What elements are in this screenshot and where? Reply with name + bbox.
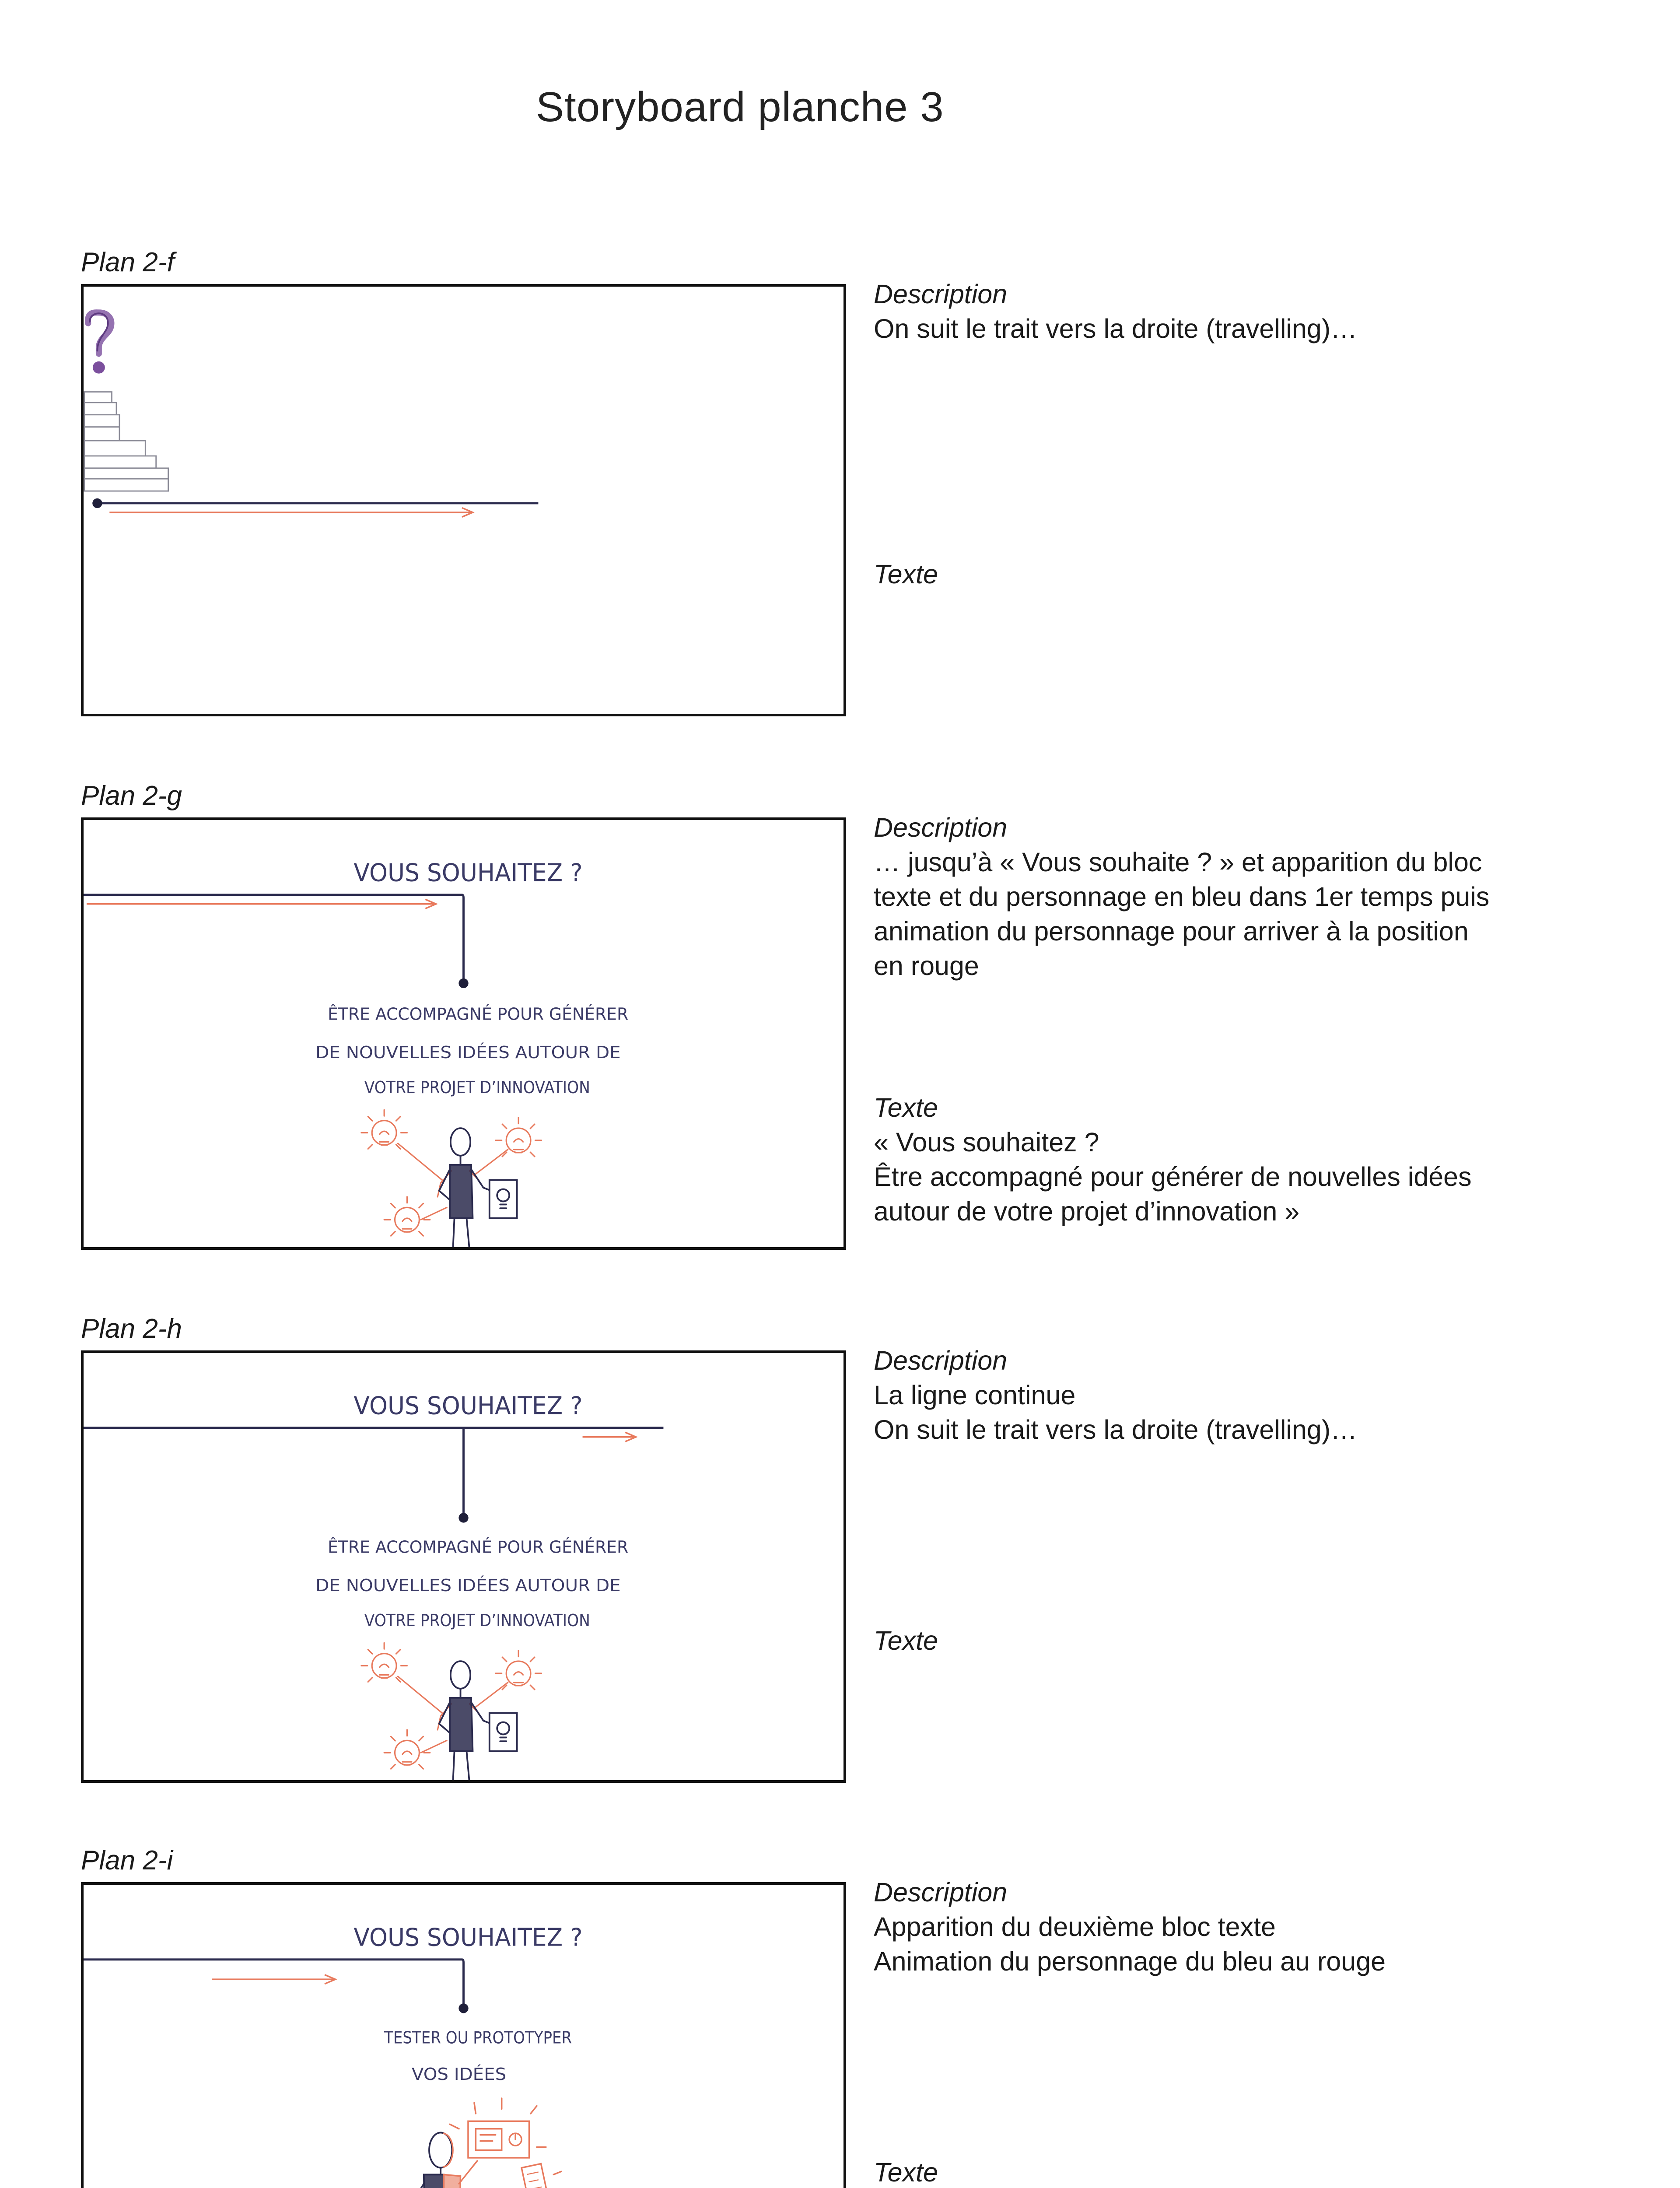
storyboard-panel-2h (0, 1313, 1680, 1783)
sketch-text-line: VOS IDÉES (411, 2065, 502, 2085)
plan-label: Plan 2-i (81, 1845, 173, 1876)
stair-block (84, 456, 156, 468)
description-line: en rouge (874, 951, 979, 981)
character-legs (453, 1751, 469, 1780)
sketch-plan-2g (84, 820, 844, 1247)
sketch-plan-2h (84, 1353, 844, 1780)
texte-line: « Vous souhaitez ? (874, 1127, 1099, 1157)
prototype-screen-icon (468, 2121, 529, 2158)
character-torso (450, 1165, 472, 1218)
character-figure-start (366, 2132, 452, 2188)
lightbulb-icon (384, 1730, 430, 1769)
bulb-filament (402, 1751, 412, 1765)
description-line: On suit le trait vers la droite (travelling)… (874, 314, 1358, 344)
description-block (874, 1343, 1357, 1447)
sketch-plan-2f (84, 287, 844, 714)
texte-label: Texte (874, 1626, 938, 1655)
idea-link (398, 1676, 442, 1713)
description-line: Apparition du deuxième bloc texte (874, 1912, 1276, 1942)
question-mark-dot (93, 361, 105, 374)
description-label: Description (874, 813, 1008, 842)
description-line: On suit le trait vers la droite (travelling)… (874, 1415, 1358, 1445)
timeline-start-dot (92, 498, 102, 508)
timeline-line (84, 1960, 464, 2009)
stair-block (84, 479, 168, 491)
sketch-text-line: DE NOUVELLES IDÉES AUTOUR DE (315, 1042, 605, 1062)
plan-label: Plan 2-h (81, 1314, 182, 1344)
character-head (429, 2132, 452, 2167)
timeline-node-dot (458, 1513, 468, 1522)
character-head (451, 1128, 470, 1156)
stair-block (84, 403, 116, 415)
sketch-heading: VOUS SOUHAITEZ ? (354, 1923, 583, 1952)
bulb-filament (380, 1664, 389, 1678)
timeline-node-dot (458, 2003, 468, 2013)
lightbulb-icon (361, 1110, 407, 1149)
question-mark-icon (88, 312, 111, 374)
character-figure (439, 1128, 517, 1247)
lightbulb-icon (496, 1118, 542, 1157)
bulb-filament (514, 1672, 523, 1686)
description-line: animation du personnage pour arriver à la position (874, 916, 1469, 946)
stair-block (84, 415, 119, 427)
texte-block (874, 557, 938, 592)
idea-link (398, 1143, 442, 1180)
description-line: … jusqu’à « Vous souhaite ? » et apparition du bloc (874, 847, 1482, 877)
description-label: Description (874, 1877, 1008, 1907)
character-figure-end (444, 2098, 564, 2188)
lightbulb-icon (384, 1197, 430, 1236)
character-torso (424, 2174, 444, 2188)
stair-block (84, 441, 146, 456)
sketch-text-line: VOTRE PROJET D’INNOVATION (364, 1610, 590, 1630)
bulb-rays (361, 1643, 407, 1682)
travelling-arrow (583, 1432, 636, 1441)
texte-label: Texte (874, 2157, 938, 2187)
description-block (874, 277, 1357, 346)
description-label: Description (874, 279, 1008, 309)
description-line: La ligne continue (874, 1380, 1076, 1410)
timeline-line (84, 1428, 663, 1518)
idea-board-frame (490, 1713, 517, 1751)
character-torso-end (444, 2174, 460, 2188)
description-line: Animation du personnage du bleu au rouge (874, 1946, 1386, 1976)
storyboard-frame (81, 284, 846, 716)
storyboard-frame (81, 817, 846, 1250)
storyboard-frame (81, 1350, 846, 1783)
texte-block (874, 1623, 938, 1658)
stair-block (84, 468, 168, 479)
description-block (874, 1875, 1386, 1979)
plan-label: Plan 2-g (81, 781, 182, 811)
sketch-text-line: VOTRE PROJET D’INNOVATION (364, 1077, 590, 1098)
texte-line: Être accompagné pour générer de nouvelles idées (874, 1162, 1472, 1192)
prototype-screen-frame (468, 2121, 529, 2158)
travelling-arrow (212, 1975, 336, 1984)
stairs-sketch (84, 392, 168, 491)
texte-label: Texte (874, 1093, 938, 1122)
storyboard-panel-2f (0, 246, 1680, 717)
character-right-arm (471, 1169, 491, 1191)
idea-board (490, 1180, 517, 1218)
description-label: Description (874, 1346, 1008, 1375)
character-figure (439, 1661, 517, 1780)
texte-label: Texte (874, 559, 938, 589)
travelling-arrow (87, 899, 436, 908)
sketch-text-line: TESTER OU PROTOTYPER (384, 2028, 572, 2048)
stair-block (84, 427, 119, 441)
character-left-arm (409, 2184, 424, 2188)
prototype-sign-icon (522, 2163, 550, 2188)
sketch-text-line: DE NOUVELLES IDÉES AUTOUR DE (315, 1575, 605, 1595)
prototype-sign-frame (522, 2163, 550, 2188)
character-head (451, 1661, 470, 1689)
idea-board (490, 1713, 517, 1751)
idea-board-frame (490, 1180, 517, 1218)
bulb-filament (380, 1131, 389, 1145)
lightbulb-icon (361, 1643, 407, 1682)
plan-label: Plan 2-f (81, 247, 175, 277)
character-legs (453, 1218, 469, 1247)
bulb-rays (384, 1197, 430, 1236)
sketch-plan-2i (84, 1885, 844, 2188)
character-arm-end (459, 2161, 477, 2184)
sketch-text-line: ÊTRE ACCOMPAGNÉ POUR GÉNÉRER (328, 1004, 634, 1024)
sketch-text-line: ÊTRE ACCOMPAGNÉ POUR GÉNÉRER (328, 1537, 634, 1557)
character-torso (450, 1698, 472, 1751)
sketch-heading: VOUS SOUHAITEZ ? (354, 1392, 583, 1420)
storyboard-panel-2i (0, 1844, 1680, 2188)
bulb-rays (361, 1110, 407, 1149)
idea-link (476, 1683, 508, 1707)
sketch-heading: VOUS SOUHAITEZ ? (354, 859, 583, 887)
bulb-rays (384, 1730, 430, 1769)
idea-link (476, 1150, 508, 1174)
description-line: texte et du personnage en bleu dans 1er temps puis (874, 882, 1490, 912)
timeline-line (84, 895, 464, 983)
lightbulb-icon (496, 1651, 542, 1690)
character-right-arm (471, 1702, 491, 1724)
storyboard-panel-2g (0, 780, 1680, 1250)
bulb-filament (402, 1218, 412, 1232)
storyboard-frame (81, 1882, 846, 2188)
texte-line: autour de votre projet d’innovation » (874, 1196, 1300, 1226)
texte-block (874, 1090, 1472, 1229)
idea-link (421, 1740, 447, 1753)
stair-block (84, 392, 112, 403)
bulb-rays (496, 1651, 542, 1690)
bulb-filament (514, 1139, 523, 1153)
travelling-arrow (109, 508, 472, 517)
description-block (874, 810, 1489, 983)
texte-block (874, 2155, 1275, 2188)
page-title: Storyboard planche 3 (536, 84, 944, 130)
idea-link (421, 1207, 447, 1220)
bulb-rays (496, 1118, 542, 1157)
timeline-node-dot (458, 978, 468, 988)
